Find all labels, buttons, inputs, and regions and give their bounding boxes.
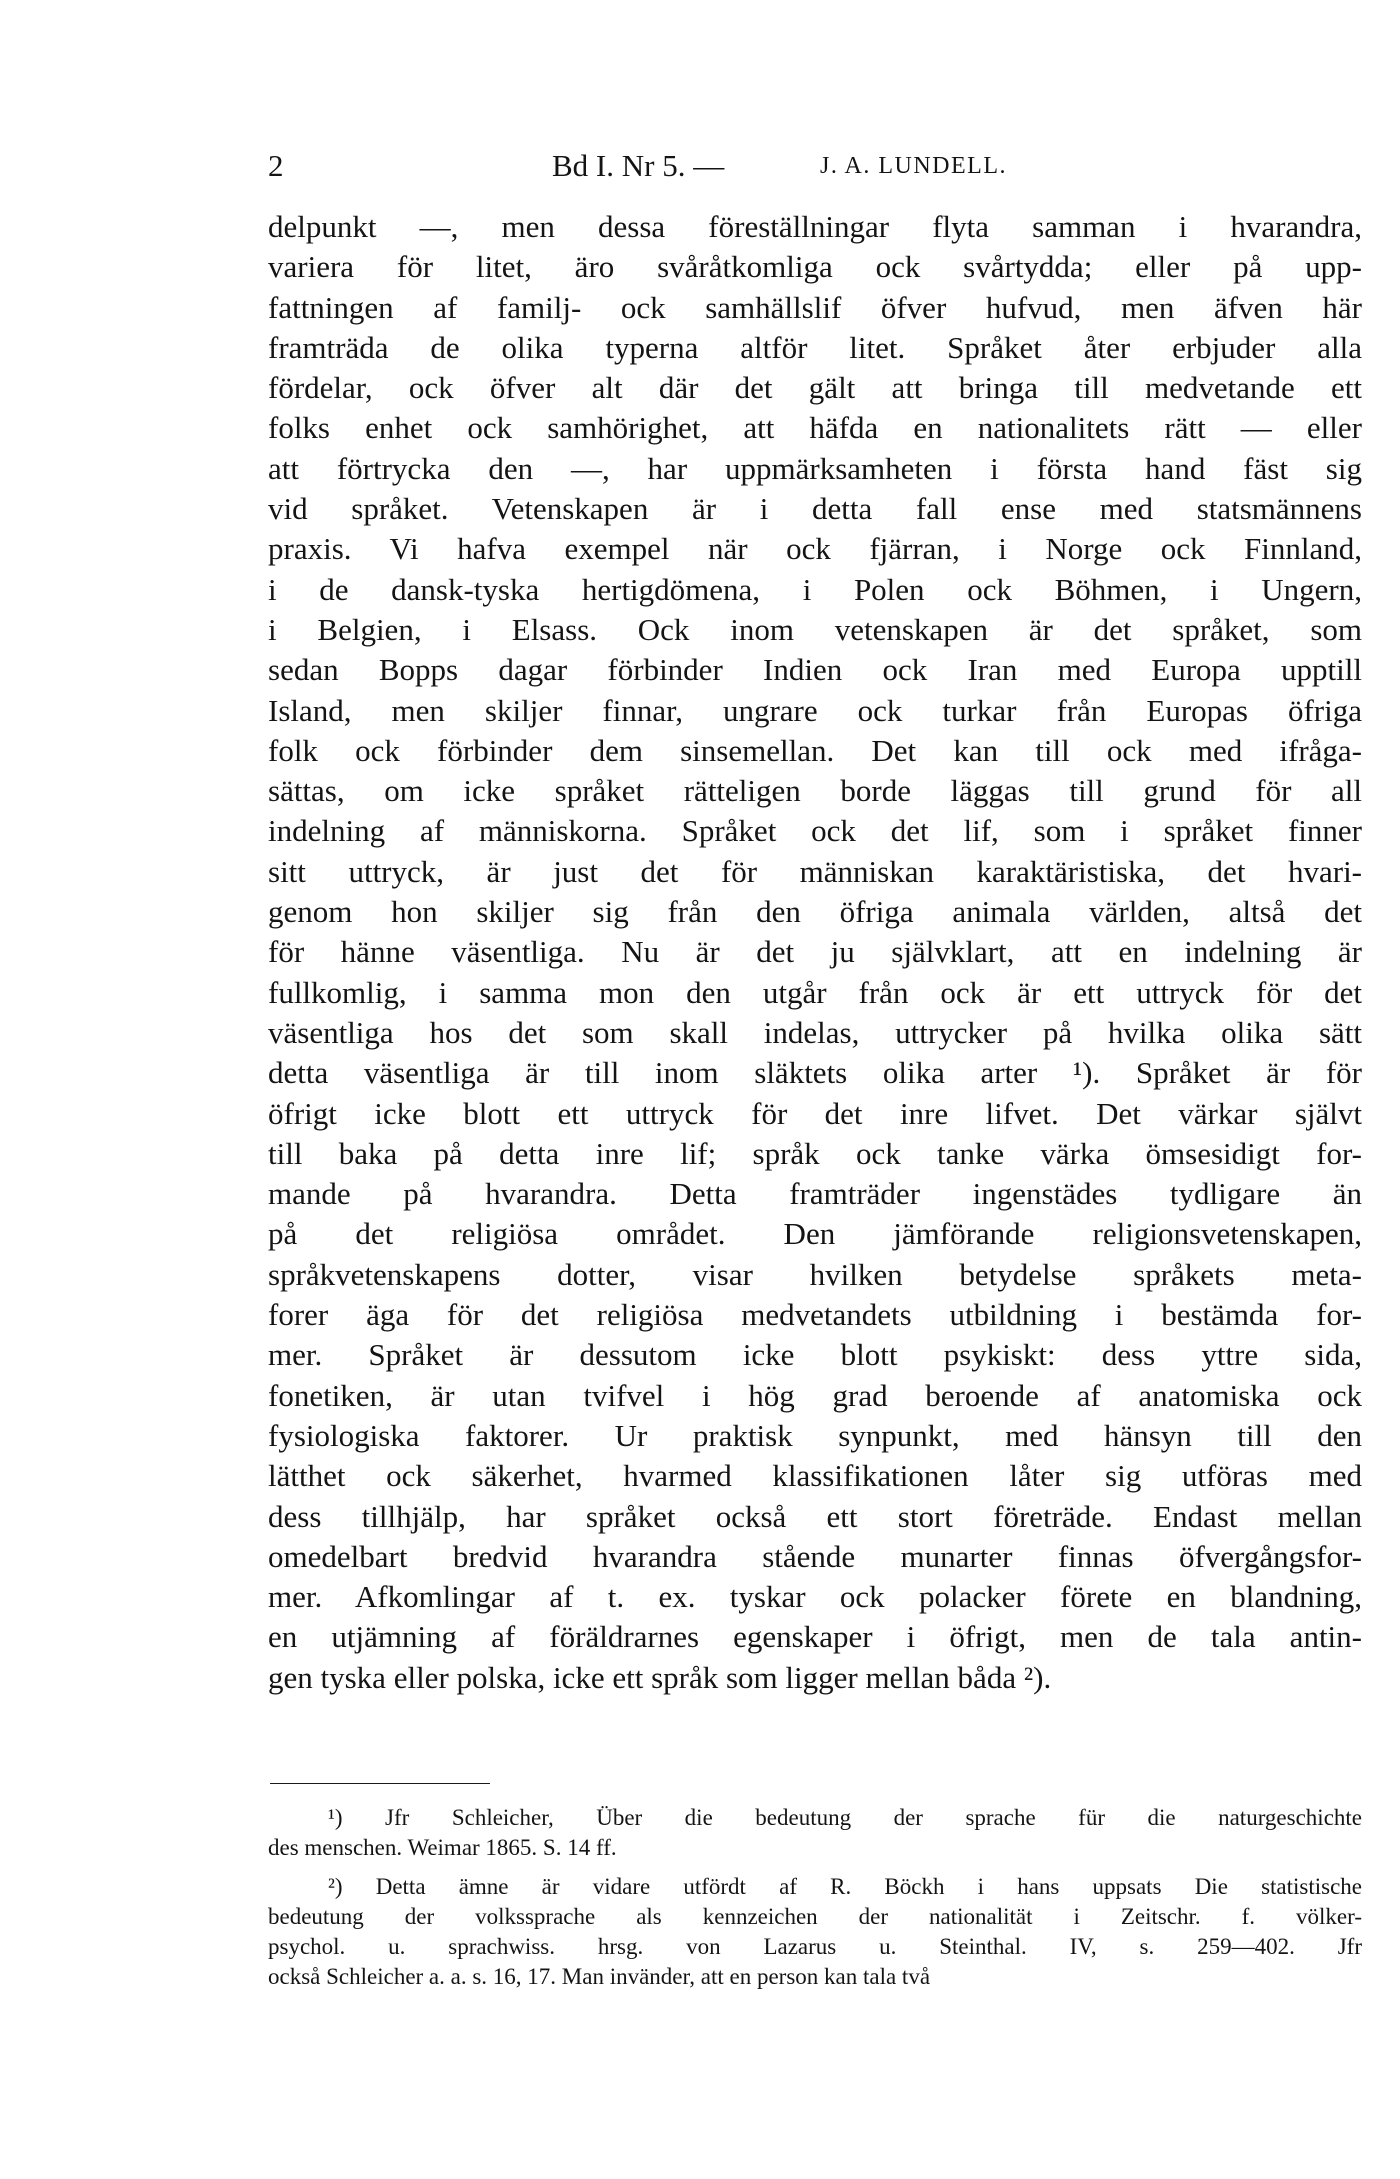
body-line: indelning af människorna. Språket ock det lif, som i språket finner	[268, 813, 1362, 849]
body-line: i de dansk-tyska hertigdömena, i Polen ock Böhmen, i Ungern,	[268, 571, 1362, 607]
footnote-rule	[270, 1783, 490, 1784]
body-line: dess tillhjälp, har språket också ett stort företräde. Endast mellan	[268, 1498, 1362, 1534]
body-line: i Belgien, i Elsass. Ock inom vetenskapen är det språket, som	[268, 611, 1362, 647]
body-line: praxis. Vi hafva exempel när ock fjärran, i Norge ock Finnland,	[268, 531, 1362, 567]
body-line: gen tyska eller polska, icke ett språk som ligger mellan båda ²).	[268, 1659, 1052, 1695]
author-name: J. A. LUNDELL.	[820, 153, 1007, 179]
volume-number: Bd I. Nr 5. —	[552, 148, 725, 183]
body-line: delpunkt —, men dessa föreställningar flyta samman i hvarandra,	[268, 209, 1362, 244]
body-line: en utjämning af föräldrarnes egenskaper i öfrigt, men de tala antin-	[268, 1619, 1362, 1655]
body-line: språkvetenskapens dotter, visar hvilken betydelse språkets meta-	[268, 1256, 1362, 1292]
body-line: fysiologiska faktorer. Ur praktisk synpunkt, med hänsyn till den	[268, 1417, 1362, 1453]
body-line: till baka på detta inre lif; språk ock tanke värka ömsesidigt for-	[268, 1135, 1362, 1171]
body-line: mer. Afkomlingar af t. ex. tyskar ock polacker förete en blandning,	[268, 1579, 1362, 1615]
body-line: mer. Språket är dessutom icke blott psykiskt: dess yttre sida,	[268, 1337, 1362, 1373]
body-line: fattningen af familj- ock samhällslif öfver hufvud, men äfven här	[268, 289, 1362, 325]
body-line: sitt uttryck, är just det för människan karaktäristiska, det hvari-	[268, 853, 1362, 889]
body-line: vid språket. Vetenskapen är i detta fall ense med statsmännens	[268, 491, 1362, 527]
body-line: folks enhet ock samhörighet, att häfda en nationalitets rätt — eller	[268, 410, 1362, 446]
body-line: omedelbart bredvid hvarandra stående munarter finnas öfvergångsfor-	[268, 1538, 1362, 1574]
body-line: detta väsentliga är till inom släktets olika arter ¹). Språket är för	[268, 1055, 1362, 1091]
body-line: framträda de olika typerna altför litet. Språket åter erbjuder alla	[268, 329, 1362, 365]
footnotes	[268, 1803, 1362, 1993]
footnote-line: bedeutung der volkssprache als kennzeichen der nationalität i Zeitschr. f. völker-	[268, 1903, 1362, 1929]
body-line: för hänne väsentliga. Nu är det ju självklart, att en indelning är	[268, 934, 1362, 970]
footnote-line: ¹) Jfr Schleicher, Über die bedeutung der sprache für die naturgeschichte	[328, 1805, 1362, 1830]
running-head	[268, 146, 1362, 186]
footnote-line: också Schleicher a. a. s. 16, 17. Man invänder, att en person kan tala två	[268, 1964, 931, 1990]
footnote-1	[268, 1803, 1362, 1864]
body-line: sättas, om icke språket rätteligen borde läggas till grund för all	[268, 773, 1362, 809]
body-line: fonetiken, är utan tvifvel i hög grad beroende af anatomiska ock	[268, 1377, 1362, 1413]
footnote-line: psychol. u. sprachwiss. hrsg. von Lazarus u. Steinthal. IV, s. 259—402. Jfr	[268, 1934, 1362, 1960]
page-number: 2	[268, 148, 284, 183]
body-line: fullkomlig, i samma mon den utgår från ock är ett uttryck för det	[268, 974, 1362, 1010]
body-line: mande på hvarandra. Detta framträder ingenstädes tydligare än	[268, 1176, 1362, 1212]
body-line: väsentliga hos det som skall indelas, uttrycker på hvilka olika sätt	[268, 1014, 1362, 1050]
body-line: folk ock förbinder dem sinsemellan. Det kan till ock med ifråga-	[268, 732, 1362, 768]
body-line: sedan Bopps dagar förbinder Indien ock Iran med Europa upptill	[268, 652, 1362, 688]
body-text	[268, 207, 1362, 1698]
body-line: forer äga för det religiösa medvetandets utbildning i bestämda for-	[268, 1297, 1362, 1333]
body-line: öfrigt icke blott ett uttryck för det inre lifvet. Det värkar självt	[268, 1095, 1362, 1131]
footnote-2	[268, 1872, 1362, 1993]
body-line: att förtrycka den —, har uppmärksamheten i första hand fäst sig	[268, 450, 1362, 486]
body-line: lätthet ock säkerhet, hvarmed klassifikationen låter sig utföras med	[268, 1458, 1362, 1494]
body-line: Island, men skiljer finnar, ungrare ock turkar från Europas öfriga	[268, 692, 1362, 728]
footnote-line: des menschen. Weimar 1865. S. 14 ff.	[268, 1835, 617, 1861]
body-line: genom hon skiljer sig från den öfriga animala världen, altså det	[268, 894, 1362, 930]
footnote-line: ²) Detta ämne är vidare utfördt af R. Böckh i hans uppsats Die statistische	[328, 1873, 1362, 1899]
body-line: på det religiösa området. Den jämförande religionsvetenskapen,	[268, 1216, 1362, 1252]
body-line: variera för litet, äro svåråtkomliga ock svårtydda; eller på upp-	[268, 249, 1362, 285]
body-line: fördelar, ock öfver alt där det gält att bringa till medvetande ett	[268, 370, 1362, 406]
